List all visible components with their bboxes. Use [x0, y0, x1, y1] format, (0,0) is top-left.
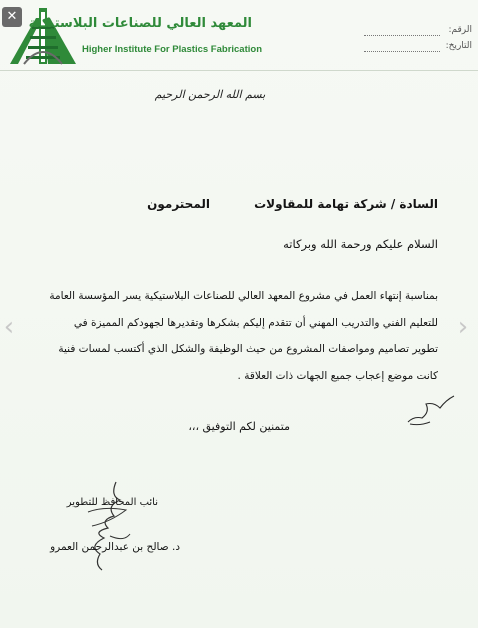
previous-image-button[interactable]: ‹: [3, 312, 15, 342]
signatory-name: د. صالح بن عبدالرحمن العمرو: [50, 541, 180, 553]
paragraph-line: للتعليم الفني والتدريب المهني أن تتقدم إليكم بشكرها وتقديرها لجهودكم المميزة في: [73, 317, 438, 329]
reference-number-line: [364, 35, 440, 36]
reference-date-line: [364, 51, 440, 52]
signature-icon: [70, 476, 150, 574]
basmala: بسم الله الرحمن الرحيم: [154, 88, 266, 101]
reference-date-field: [362, 41, 472, 55]
greeting-line: السلام عليكم ورحمة الله وبركاته: [283, 237, 438, 251]
institute-name-arabic: المعهد العالي للصناعات البلاستيكية: [28, 16, 252, 31]
reference-number-label: الرقم:: [448, 25, 472, 35]
close-button[interactable]: ✕: [2, 7, 22, 27]
reference-number-field: [362, 25, 472, 39]
recipient-line: السادة / شركة تهامة للمقاولات: [254, 197, 438, 211]
institute-name-english: Higher Institute For Plastics Fabrication: [82, 44, 263, 55]
initial-signature-icon: [400, 382, 460, 430]
paragraph-line: تطوير تصاميم ومواصفات المشروع من حيث الوظيفة والشكل الذي أكتسب لمسات فنية: [58, 343, 438, 355]
header-divider: [0, 70, 478, 71]
closing-line: متمنين لكم التوفيق ،،،: [188, 420, 290, 433]
paragraph-line: بمناسبة إنتهاء العمل في مشروع المعهد العالي للصناعات البلاستيكية يسر المؤسسة العامة: [49, 290, 438, 302]
recipient-honorific: المحترمون: [147, 197, 210, 211]
next-image-button[interactable]: ›: [457, 312, 469, 342]
signatory-title: نائب المحافظ للتطوير: [66, 497, 158, 508]
reference-date-label: التاريخ:: [445, 41, 472, 51]
paragraph-line: كانت موضع إعجاب جميع الجهات ذات العلاقة .: [237, 370, 438, 382]
